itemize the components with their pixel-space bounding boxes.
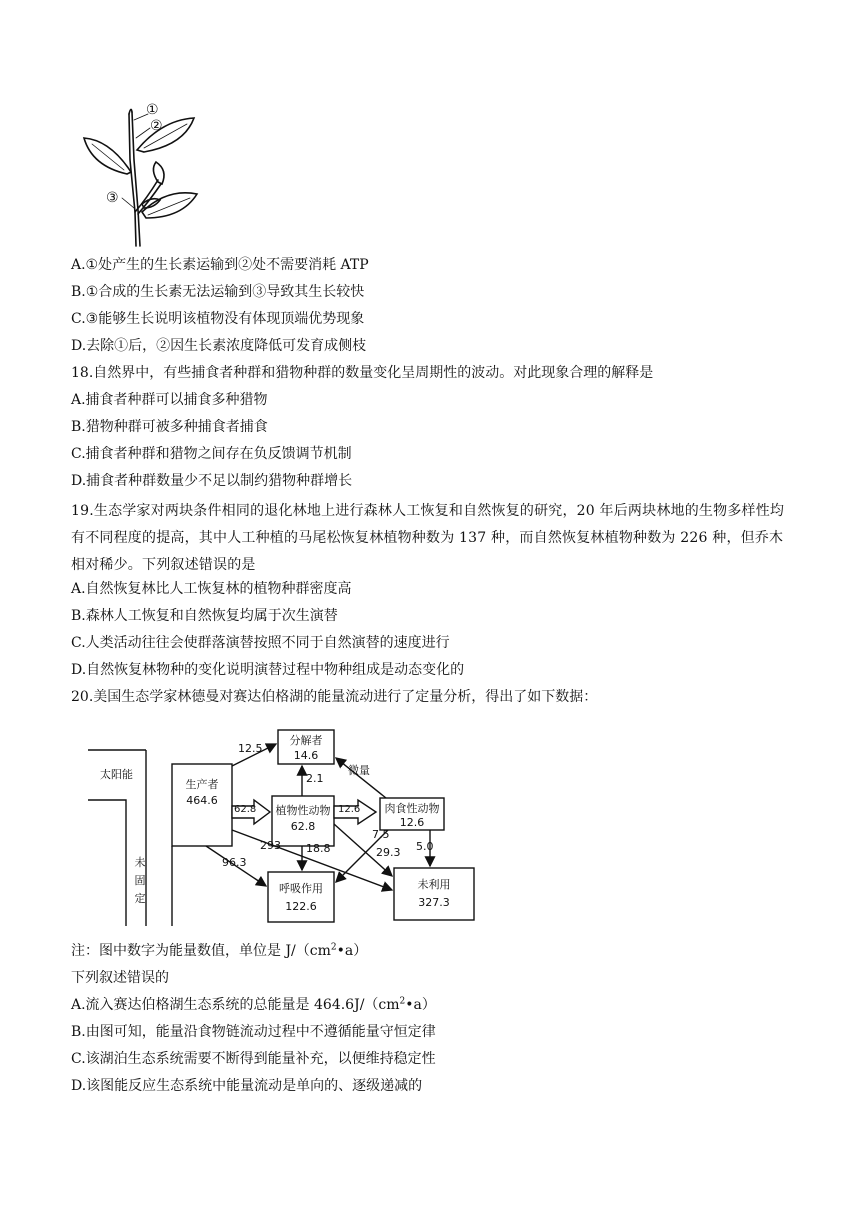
respiration-label: 呼吸作用 bbox=[279, 882, 323, 895]
q18-option-a: A.捕食者种群可以捕食多种猎物 bbox=[71, 392, 268, 408]
q19-option-a: A.自然恢复林比人工恢复林的植物种群密度高 bbox=[71, 581, 352, 597]
flow-p-h: 62.8 bbox=[234, 804, 257, 815]
respiration-box bbox=[268, 872, 334, 922]
q19-option-b: B.森林人工恢复和自然恢复均属于次生演替 bbox=[71, 608, 338, 624]
carnivore-label: 肉食性动物 bbox=[384, 802, 440, 815]
marker-1: ① bbox=[146, 102, 159, 118]
unused-label: 未利用 bbox=[417, 878, 451, 891]
energy-flow-diagram bbox=[86, 720, 486, 932]
decomposer-label: 分解者 bbox=[289, 734, 323, 747]
flow-p-dec: 12.5 bbox=[238, 742, 263, 755]
trace-label: 微量 bbox=[348, 764, 370, 777]
marker-3: ③ bbox=[106, 190, 119, 206]
q20-note: 注：图中数字为能量数值，单位是 $J/(cm^2•a)$ bbox=[71, 942, 368, 959]
sun-label: 太阳能 bbox=[100, 768, 133, 781]
q17-option-d: D.去除①后，②因生长素浓度降低可发育成侧枝 bbox=[71, 338, 367, 354]
marker-2: ② bbox=[150, 118, 163, 134]
flow-h-resp: 18.8 bbox=[306, 842, 331, 855]
q20-ask: 下列叙述错误的 bbox=[71, 970, 169, 986]
q19-option-c: C.人类活动往往会使群落演替按照不同于自然演替的速度进行 bbox=[71, 635, 450, 651]
unfixed-char-2: 固 bbox=[134, 874, 146, 887]
q17-option-a: A.①处产生的生长素运输到②处不需要消耗 ATP bbox=[71, 257, 369, 273]
flow-h-dec: 2.1 bbox=[306, 772, 324, 785]
carnivore-value: 12.6 bbox=[399, 816, 425, 829]
flow-c-resp: 7.5 bbox=[372, 828, 390, 841]
flow-h-unused: 29.3 bbox=[376, 846, 401, 859]
decomposer-value: 14.6 bbox=[293, 749, 319, 762]
q20-option-d: D.该图能反应生态系统中能量流动是单向的、逐级递减的 bbox=[71, 1078, 423, 1094]
q20-option-c: C.该湖泊生态系统需要不断得到能量补充，以便维持稳定性 bbox=[71, 1051, 436, 1067]
q20-option-a: A.流入赛达伯格湖生态系统的总能量是 $464.6J/(cm^2•a)$ bbox=[71, 996, 436, 1013]
q19-stem: 19.生态学家对两块条件相同的退化林地上进行森林人工恢复和自然恢复的研究，20 年后两块林地的生物多样性均有不同程度的提高，其中人工种植的马尾松恢复林植物种数为 137 种，而自然恢复林植物种数为 226 种，但乔木相对稀少。下列叙述错误的是 bbox=[71, 503, 785, 573]
q18-stem: 18.自然界中，有些捕食者种群和猎物种群的数量变化呈周期性的波动。对此现象合理的解释是 bbox=[71, 365, 654, 381]
flow-p-resp: 96.3 bbox=[222, 856, 247, 869]
unfixed-char-3: 定 bbox=[134, 892, 146, 905]
herbivore-value: 62.8 bbox=[290, 820, 316, 833]
plant-figure bbox=[72, 100, 212, 250]
producer-value: 464.6 bbox=[186, 794, 218, 807]
q18-option-c: C.捕食者种群和猎物之间存在负反馈调节机制 bbox=[71, 446, 352, 462]
leaf-icon bbox=[153, 162, 164, 184]
producer-label: 生产者 bbox=[185, 778, 219, 791]
unfixed-char-1: 未 bbox=[134, 856, 146, 869]
unused-box bbox=[394, 868, 474, 920]
q18-option-b: B.猎物种群可被多种捕食者捕食 bbox=[71, 419, 268, 435]
q18-option-d: D.捕食者种群数量少不足以制约猎物种群增长 bbox=[71, 473, 353, 489]
flow-c-unused: 5.0 bbox=[416, 840, 434, 853]
q17-option-b: B.①合成的生长素无法运输到③导致其生长较快 bbox=[71, 284, 365, 300]
flow-p-unused: 293 bbox=[260, 839, 281, 852]
q20-option-b: B.由图可知，能量沿食物链流动过程中不遵循能量守恒定律 bbox=[71, 1024, 436, 1040]
q20-stem: 20.美国生态学家林德曼对赛达伯格湖的能量流动进行了定量分析，得出了如下数据： bbox=[71, 689, 598, 705]
q17-option-c: C.③能够生长说明该植物没有体现顶端优势现象 bbox=[71, 311, 365, 327]
respiration-value: 122.6 bbox=[285, 900, 317, 913]
herbivore-label: 植物性动物 bbox=[275, 804, 331, 817]
unused-value: 327.3 bbox=[418, 896, 450, 909]
flow-h-c: 12.6 bbox=[338, 804, 361, 815]
leaf-icon bbox=[84, 138, 131, 174]
q19-option-d: D.自然恢复林物种的变化说明演替过程中物种组成是动态变化的 bbox=[71, 662, 465, 678]
